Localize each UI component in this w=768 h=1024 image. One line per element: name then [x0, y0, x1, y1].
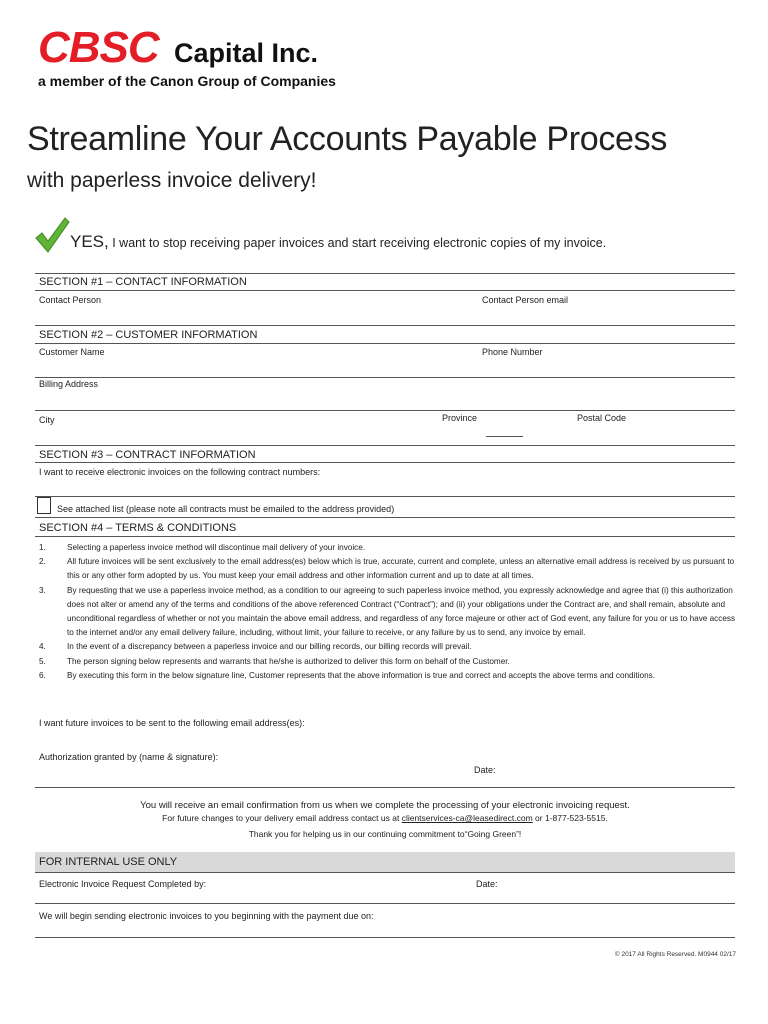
confirmation-line-2: For future changes to your delivery email address contact us at clientservices-ca@leasedirect.com or 1-877-523-5515. — [162, 813, 608, 823]
customer-name-field[interactable] — [35, 377, 735, 378]
attached-list-label: See attached list (please note all contracts must be emailed to the address provided) — [57, 504, 395, 514]
contract-numbers-label: I want to receive electronic invoices on the following contract numbers: — [39, 467, 321, 477]
optin-statement — [70, 232, 606, 252]
section-3-title: SECTION #3 – CONTRACT INFORMATION — [39, 449, 256, 461]
completed-by-field[interactable] — [35, 903, 735, 904]
divider — [35, 872, 735, 873]
postal-code-label: Postal Code — [577, 413, 627, 423]
section-2-title: SECTION #2 – CUSTOMER INFORMATION — [39, 329, 258, 341]
contract-numbers-field[interactable] — [35, 496, 735, 497]
logo-tagline: a member of the Canon Group of Companies — [38, 73, 336, 89]
term-item: 4. In the event of a discrepancy between a paperless invoice and our billing records, our billing records will prevail. — [39, 642, 472, 652]
divider — [35, 290, 735, 291]
divider — [35, 343, 735, 344]
contact-person-field[interactable] — [35, 325, 735, 326]
divider — [35, 536, 735, 537]
phone-number-label: Phone Number — [482, 347, 543, 357]
optin-text: I want to stop receiving paper invoices and start receiving electronic copies of my invoice. — [108, 236, 607, 250]
customer-name-label: Customer Name — [39, 347, 105, 357]
term-item: 6. By executing this form in the below signature line, Customer represents that the above information is true and correct and accepts the above terms and conditions. — [39, 670, 655, 680]
term-item: 5. The person signing below represents and warrants that he/she is authorized to deliver this form on behalf of the Customer. — [39, 656, 510, 666]
term-item: 2. All future invoices will be sent exclusively to the email address(es) below which is true, accurate, current and complete, unless an alternative email address is received by us pursuant to this or any other form adopted by us. You must keep your email address and other information current and up to date at all times. — [39, 557, 735, 581]
begin-sending-field[interactable] — [35, 937, 735, 938]
logo-brand: CBSC — [38, 23, 159, 72]
completed-by-label: Electronic Invoice Request Completed by: — [39, 879, 207, 889]
contact-email-link[interactable]: clientservices-ca@leasedirect.com — [401, 813, 533, 823]
attached-list-checkbox[interactable] — [37, 497, 51, 514]
contact-person-label: Contact Person — [39, 295, 102, 305]
contact-email-label: Contact Person email — [482, 295, 569, 305]
authorization-label: Authorization granted by (name & signature): — [39, 752, 219, 762]
term-item: 3. By requesting that we use a paperless invoice method, as a condition to our agreeing to such paperless invoice method, you expressly acknowledge and agree that (i) this authorization does not alter or amend any of the terms and conditions of the above referenced Contract (“Contract”); and (ii) your obligations under the Contract are, and shall remain, absolute and unconditional regardless of whether or not you maintain the above email address, and regardless of any force majeure or other act of God event, any failure for you or us to have access to the internet and/or any email delivery failure, including, without limit, your failure to receive, or any failure by us to send, any invoice by email. — [39, 585, 736, 638]
internal-date-label: Date: — [476, 879, 498, 889]
confirmation-line-1: You will receive an email confirmation from us when we complete the processing of your electronic invoicing request. — [140, 800, 630, 811]
internal-use-title: FOR INTERNAL USE ONLY — [39, 856, 178, 868]
page-title: Streamline Your Accounts Payable Process — [27, 120, 668, 158]
billing-address-field[interactable] — [35, 410, 735, 411]
city-label: City — [39, 415, 55, 425]
optin-yes: YES, — [70, 232, 109, 251]
province-label: Province — [442, 413, 478, 423]
province-field[interactable] — [486, 436, 523, 437]
copyright: © 2017 All Rights Reserved. M0944 02/17 — [614, 951, 736, 958]
section-4-title: SECTION #4 – TERMS & CONDITIONS — [39, 522, 237, 534]
begin-sending-label: We will begin sending electronic invoices to you beginning with the payment due on: — [39, 911, 374, 921]
divider — [35, 273, 735, 274]
page-subtitle: with paperless invoice delivery! — [27, 169, 317, 192]
terms-list — [39, 541, 739, 683]
checkmark-icon — [34, 216, 70, 254]
signature-field[interactable] — [35, 787, 735, 788]
section-1-title: SECTION #1 – CONTACT INFORMATION — [39, 276, 247, 288]
divider — [35, 462, 735, 463]
billing-address-label: Billing Address — [39, 379, 99, 389]
term-item: 1. Selecting a paperless invoice method will discontinue mail delivery of your invoice. — [39, 543, 366, 552]
divider — [35, 517, 735, 518]
future-email-label: I want future invoices to be sent to the following email address(es): — [39, 718, 305, 728]
logo-company-name: Capital Inc. — [174, 38, 319, 68]
confirmation-line-3: Thank you for helping us in our continuing commitment to“Going Green”! — [248, 829, 522, 839]
authorization-date-label: Date: — [474, 765, 496, 775]
divider — [35, 445, 735, 446]
